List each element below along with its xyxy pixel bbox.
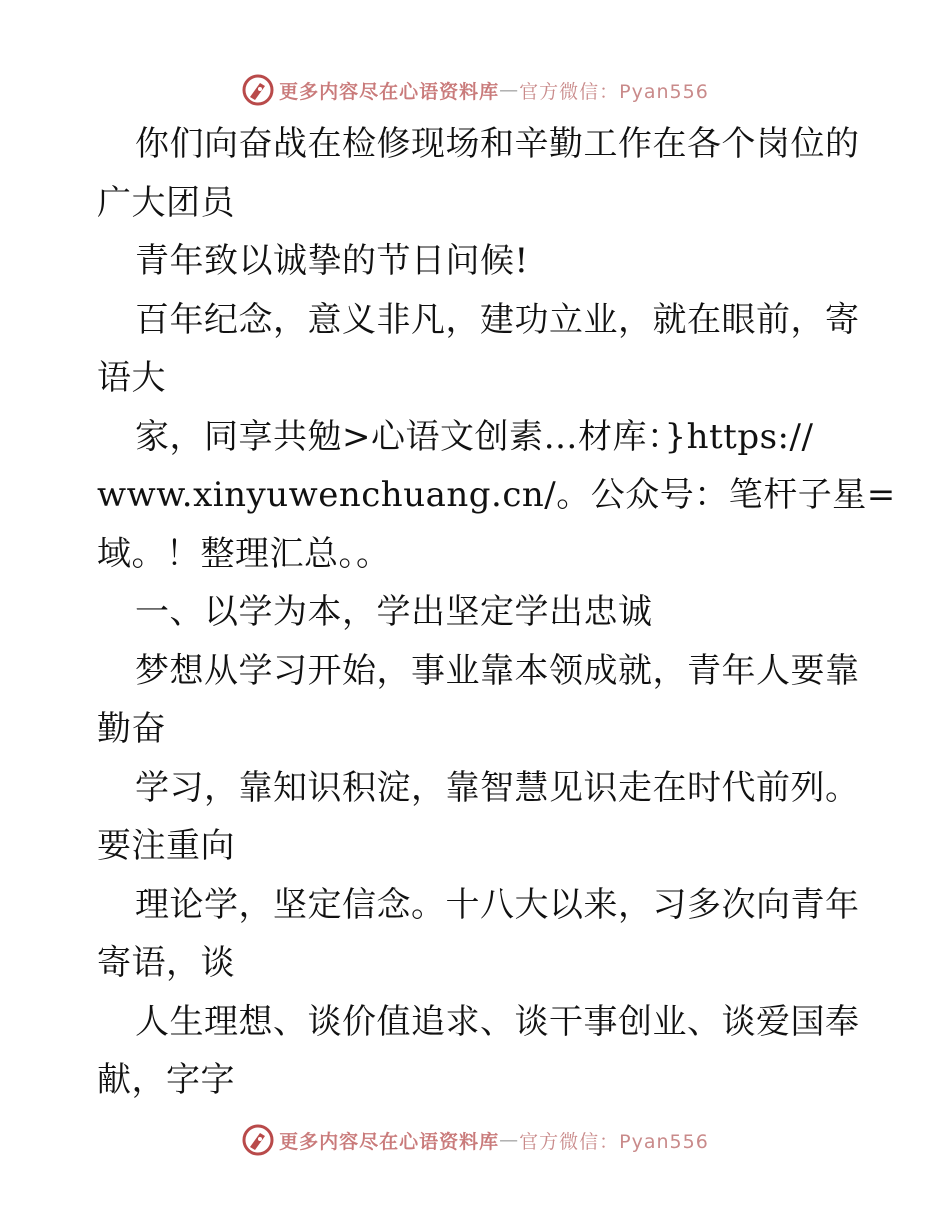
text-line: 广大团员 <box>97 182 235 223</box>
text-line: 青年致以诚挚的节日问候! <box>135 241 529 281</box>
banner-wechat-text: 官方微信：Pyan556 <box>519 1130 709 1153</box>
header-banner <box>0 70 950 110</box>
pen-nib-logo-icon <box>241 1123 275 1157</box>
text-line: 域。！整理汇总。。 <box>97 533 391 574</box>
document-body <box>97 115 896 1110</box>
text-line: 献，字字 <box>97 1060 235 1100</box>
text-line: www.xinyuwenchuang.cn/。公众号：笔杆子星= <box>97 475 896 515</box>
text-line: 勤奋 <box>97 709 166 749</box>
text-line: 寄语，谈 <box>97 943 235 983</box>
text-line: 家，同享共勉>心语文创素…材库：}https:// <box>135 416 814 457</box>
text-line: 要注重向 <box>97 826 235 866</box>
text-line: 理论学，坚定信念。十八大以来，习多次向青年 <box>135 884 860 925</box>
banner-wechat-text: 官方微信：Pyan556 <box>519 80 709 103</box>
text-line: 你们向奋战在检修现场和辛勤工作在各个岗位的 <box>135 124 860 164</box>
section-heading: 一、以学为本，学出坚定学出忠诚 <box>135 592 653 632</box>
footer-banner <box>0 1120 950 1160</box>
banner-separator: — <box>499 79 520 101</box>
banner-separator: — <box>499 1129 520 1151</box>
pen-nib-logo-icon <box>241 73 275 107</box>
text-line: 语大 <box>97 358 166 398</box>
text-line: 梦想从学习开始，事业靠本领成就，青年人要靠 <box>135 650 860 691</box>
text-line: 百年纪念，意义非凡，建功立业，就在眼前，寄 <box>135 299 860 340</box>
banner-brand-text: 更多内容尽在心语资料库 <box>279 80 500 103</box>
banner-brand-text: 更多内容尽在心语资料库 <box>279 1130 500 1153</box>
text-line: 人生理想、谈价值追求、谈干事创业、谈爱国奉 <box>135 1001 860 1042</box>
text-line: 学习，靠知识积淀，靠智慧见识走在时代前列。 <box>135 767 860 808</box>
